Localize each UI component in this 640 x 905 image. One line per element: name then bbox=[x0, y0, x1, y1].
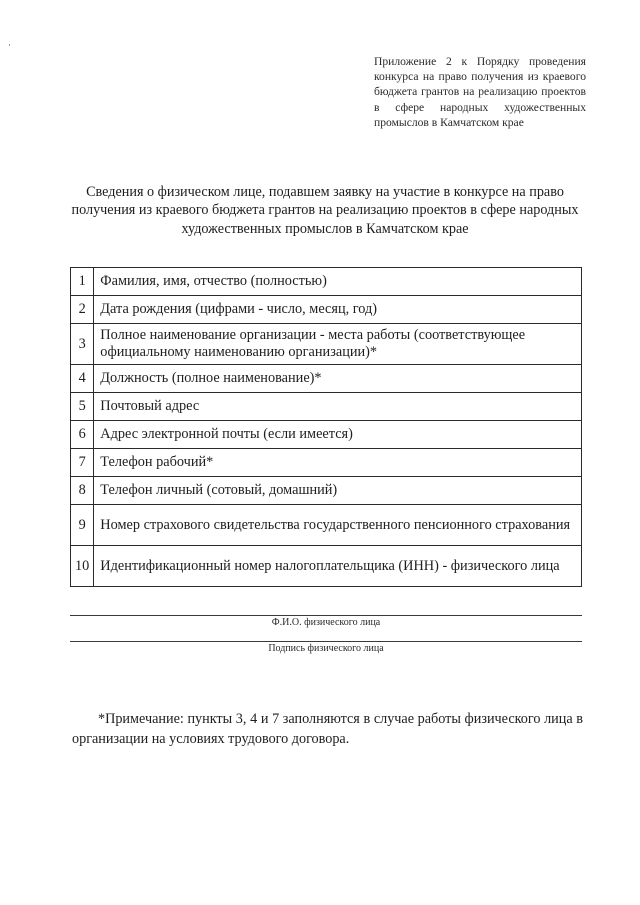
row-label: Телефон рабочий* bbox=[94, 449, 582, 477]
row-number: 10 bbox=[71, 546, 94, 587]
row-label: Номер страхового свидетельства государственного пенсионного страхования bbox=[94, 505, 582, 546]
table-row bbox=[71, 296, 582, 324]
row-label: Должность (полное наименование)* bbox=[94, 365, 582, 393]
table-row bbox=[71, 505, 582, 546]
signature-caption: Подпись физического лица bbox=[268, 643, 384, 654]
scan-mark bbox=[9, 44, 10, 46]
table-row bbox=[71, 477, 582, 505]
table-row bbox=[71, 449, 582, 477]
table-row bbox=[71, 268, 582, 296]
row-label: Фамилия, имя, отчество (полностью) bbox=[94, 268, 582, 296]
row-number: 4 bbox=[71, 365, 94, 393]
footnote: *Примечание: пункты 3, 4 и 7 заполняются в случае работы физического лица в организации на условиях трудового договора. bbox=[72, 711, 583, 747]
applicant-fields-table bbox=[70, 267, 582, 587]
row-label: Адрес электронной почты (если имеется) bbox=[94, 421, 582, 449]
row-number: 3 bbox=[71, 324, 94, 365]
row-label: Полное наименование организации - места работы (соответствующее официальному наименованию организации)* bbox=[94, 324, 582, 365]
row-label: Почтовый адрес bbox=[94, 393, 582, 421]
row-number: 2 bbox=[71, 296, 94, 324]
row-number: 8 bbox=[71, 477, 94, 505]
row-number: 1 bbox=[71, 268, 94, 296]
row-number: 7 bbox=[71, 449, 94, 477]
table-row bbox=[71, 365, 582, 393]
row-label: Дата рождения (цифрами - число, месяц, год) bbox=[94, 296, 582, 324]
table-row bbox=[71, 324, 582, 365]
row-label: Телефон личный (сотовый, домашний) bbox=[94, 477, 582, 505]
fio-caption: Ф.И.О. физического лица bbox=[271, 617, 381, 628]
row-number: 6 bbox=[71, 421, 94, 449]
fio-line[interactable] bbox=[70, 615, 582, 616]
appendix-reference: Приложение 2 к Порядку проведения конкурса на право получения из краевого бюджета грантов на реализацию проектов в сфере народных художественных промыслов в Камчатском крае bbox=[374, 55, 586, 129]
signature-line[interactable] bbox=[70, 641, 582, 642]
document-title: Сведения о физическом лице, подавшем заявку на участие в конкурсе на право получения из краевого бюджета грантов на реализацию проектов в сфере народных художественных промыслов в Камчатском крае bbox=[71, 184, 579, 237]
row-number: 5 bbox=[71, 393, 94, 421]
table-row bbox=[71, 546, 582, 587]
table-row bbox=[71, 393, 582, 421]
row-label: Идентификационный номер налогоплательщика (ИНН) - физического лица bbox=[94, 546, 582, 587]
table-row bbox=[71, 421, 582, 449]
row-number: 9 bbox=[71, 505, 94, 546]
